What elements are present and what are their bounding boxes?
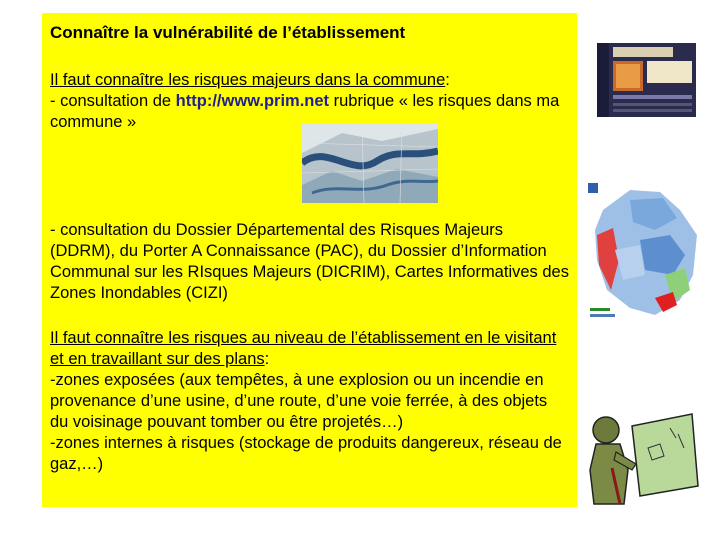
prim-line-prefix: - consultation de xyxy=(50,92,176,110)
flood-map-image xyxy=(302,123,438,203)
commune-colon: : xyxy=(445,71,450,89)
etablissement-heading: Il faut connaître les risques au niveau de l’établissement en le visitant et en travaillant sur des plans xyxy=(50,329,557,368)
soldier-map-clipart xyxy=(588,408,700,508)
paragraph-dossiers: - consultation du Dossier Départemental des Risques Majeurs (DDRM), du Porter A Connaissance (PAC), du Dossier d’Information Communal sur les RIsques Majeurs (DICRIM), Cartes Informatives des Zones Inondables (CIZI) xyxy=(50,221,569,302)
zones-exposees-item: -zones exposées (aux tempêtes, à une explosion ou un incendie en provenance d’une usine, d’une route, d’une voie ferrée, à des objets du voisinage pouvant tomber ou être projetés…) xyxy=(50,371,548,431)
department-risk-map xyxy=(585,180,705,325)
zones-internes-item: -zones internes à risques (stockage de produits dangereux, réseau de gaz,…) xyxy=(50,434,562,473)
prim-link[interactable]: http://www.prim.net xyxy=(175,92,330,110)
etablissement-colon: : xyxy=(264,350,270,368)
slide-title: Connaître la vulnérabilité de l’établissement xyxy=(50,23,406,42)
paragraph-etablissement xyxy=(50,328,570,475)
commune-heading: Il faut connaître les risques majeurs dans la commune xyxy=(50,71,446,89)
prim-line-suffix: rubrique « les risques dans ma commune » xyxy=(50,92,560,131)
prim-website-thumbnail xyxy=(597,43,696,117)
